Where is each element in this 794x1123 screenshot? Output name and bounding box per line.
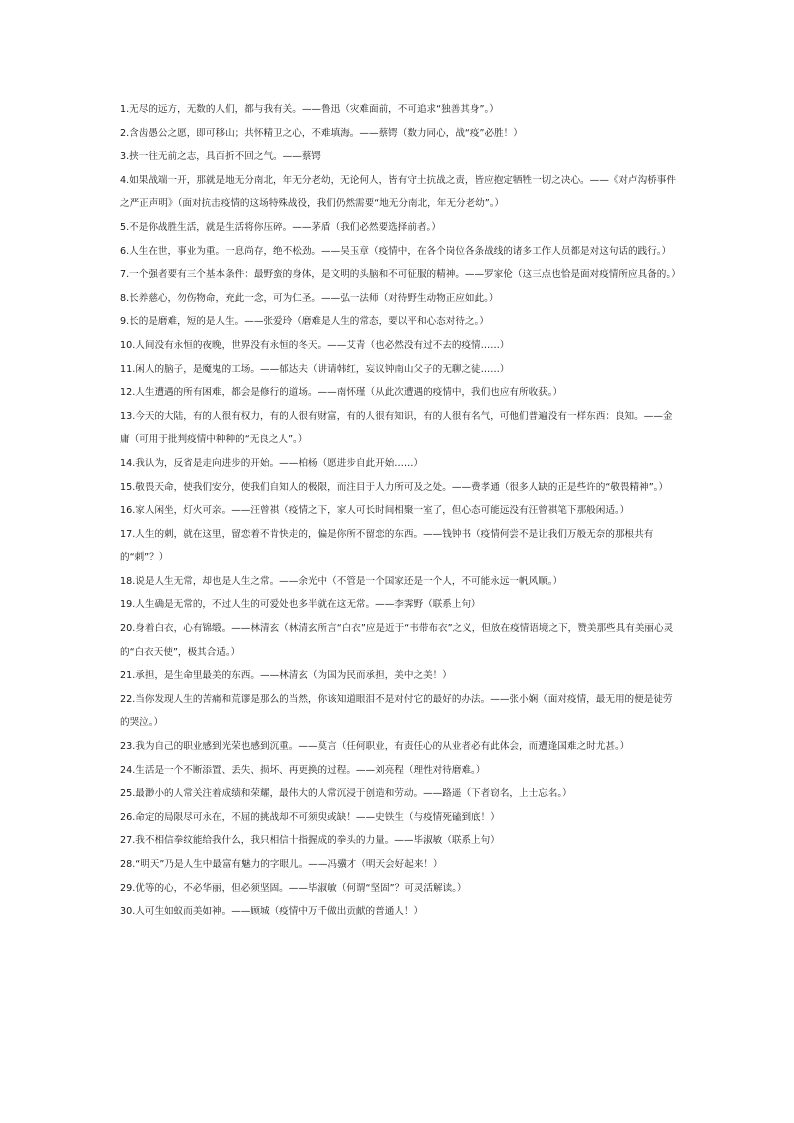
quote-entry-13: 13.今天的大陆，有的人很有权力，有的人很有财富，有的人很有知识，有的人很有名气，可他们普遍没有一样东西：良知。——金庸（可用于批判疫情中种种的“无良之人”。） (120, 410, 673, 446)
quote-entry-1: 1.无尽的远方，无数的人们，都与我有关。——鲁迅（灾难面前，不可追求“独善其身”。） (120, 104, 499, 115)
quote-entry-23: 23.我为自己的职业感到光荣也感到沉重。——莫言（任何职业，有责任心的从业者必有此体会，而遭逢国难之时尤甚。） (120, 741, 630, 753)
quote-entry-17: 17.人生的刺，就在这里，留恋着不肯快走的，偏是你所不留恋的东西。——钱钟书（疫情何尝不是让我们万般无奈的那根共有的“刺”？） (120, 528, 654, 564)
quote-entry-5: 5.不是你战胜生活，就是生活将你压碎。——茅盾（我们必然要选择前者。） (120, 221, 441, 233)
quote-entry-14: 14.我认为，反省是走向进步的开始。——柏杨（愿进步自此开始……） (120, 457, 424, 469)
quote-entry-21: 21.承担，是生命里最美的东西。——林清玄（为国为民而承担，美中之美！） (120, 670, 452, 682)
quote-entry-25: 25.最渺小的人常关注着成绩和荣耀，最伟大的人常沉浸于创造和劳动。——路遥（下者窃名，上士忘名。） (120, 788, 572, 800)
quote-entry-4: 4.如果战端一开，那就是地无分南北，年无分老幼，无论何人，皆有守土抗战之责，皆应抱定牺牲一切之决心。——《对卢沟桥事件之严正声明》（面对抗击疫情的这场特殊战役，我们仍然需要“地无分南北，年无分老幼”。） (120, 174, 676, 210)
quote-entry-8: 8.长养慈心，勿伤物命，充此一念，可为仁圣。——弘一法师（对待野生动物正应如此。） (120, 292, 499, 304)
quote-list (120, 98, 680, 924)
quote-entry-9: 9.长的是磨难，短的是人生。——张爱玲（磨难是人生的常态，要以平和心态对待之。） (120, 316, 489, 328)
quote-entry-10: 10.人间没有永恒的夜晚，世界没有永恒的冬天。——艾青（也必然没有过不去的疫情……） (120, 339, 510, 351)
quote-entry-26: 26.命定的局限尽可永在，不屈的挑战却不可须臾或缺！——史铁生（与疫情死磕到底！） (120, 811, 500, 823)
quote-entry-20: 20.身着白衣，心有锦缎。——林清玄（林清玄所言“白衣”应是近于“韦带布衣”之义，但放在疫情语境之下，赞美那些具有美丽心灵的“白衣天使”，极其合适。） (120, 623, 674, 658)
quote-entry-19: 19.人生确是无常的，不过人生的可爱处也多半就在这无常。——李霁野（联系上句） (120, 599, 481, 611)
quote-entry-16: 16.家人闲坐，灯火可亲。——汪曾祺（疫情之下，家人可长时间相聚一室了，但心态可能远没有汪曾祺笔下那般闲适。） (120, 505, 630, 517)
quote-entry-12: 12.人生遭遇的所有困难，都会是修行的道场。——南怀瑾（从此次遭遇的疫情中，我们也应有所收获。） (120, 387, 563, 399)
quote-entry-11: 11.闲人的脑子，是魔鬼的工场。——郁达夫（讲请韩红，妄议钟南山父子的无聊之徒……） (120, 363, 510, 375)
quote-entry-6: 6.人生在世，事业为重。一息尚存，绝不松劲。——吴玉章（疫情中，在各个岗位各条战线的诸多工作人员都是对这句话的践行。） (120, 245, 672, 257)
quote-entry-2: 2.含齿愚公之愿，即可移山；共怀精卫之心，不难填海。——蔡锷（数力同心，战“疫”必胜！） (120, 127, 523, 139)
quote-entry-28: 28.“明天”乃是人生中最富有魅力的字眼儿。——冯骥才（明天会好起来！） (120, 859, 443, 870)
quote-entry-22: 22.当你发现人生的苦痛和荒谬是那么的当然，你该知道眼泪不是对付它的最好的办法。——张小娴（面对疫情，最无用的便是徒劳的哭泣。） (120, 693, 673, 729)
quote-entry-29: 29.优等的心，不必华丽，但必须坚固。——毕淑敏（何谓“坚固”？可灵活解读。） (120, 882, 467, 894)
quote-entry-30: 30.人可生如蚁而美如神。——顾城（疫情中万千做出贡献的普通人！） (120, 906, 424, 918)
quote-entry-7: 7.一个强者要有三个基本条件：最野蛮的身体，是文明的头脑和不可征服的精神。——罗家伦（这三点也恰是面对疫情所应具备的。） (120, 269, 681, 281)
quote-entry-3: 3.挟一往无前之志，具百折不回之气。——蔡锷 (120, 151, 322, 163)
quote-entry-18: 18.说是人生无常，却也是人生之常。——余光中（不管是一个国家还是一个人，不可能永远一帆风顺。） (120, 575, 563, 587)
quote-entry-27: 27.我不相信拳纹能给我什么，我只相信十指握成的拳头的力量。——毕淑敏（联系上句） (120, 835, 500, 847)
quote-entry-24: 24.生活是一个不断添置、丢失、损坏、再更换的过程。——刘亮程（理性对待磨难。） (120, 764, 486, 776)
quote-entry-15: 15.敬畏天命，使我们安分，使我们自知人的极限，而注目于人力所可及之处。——费孝通（很多人缺的正是些许的“敬畏精神”。） (120, 481, 669, 493)
